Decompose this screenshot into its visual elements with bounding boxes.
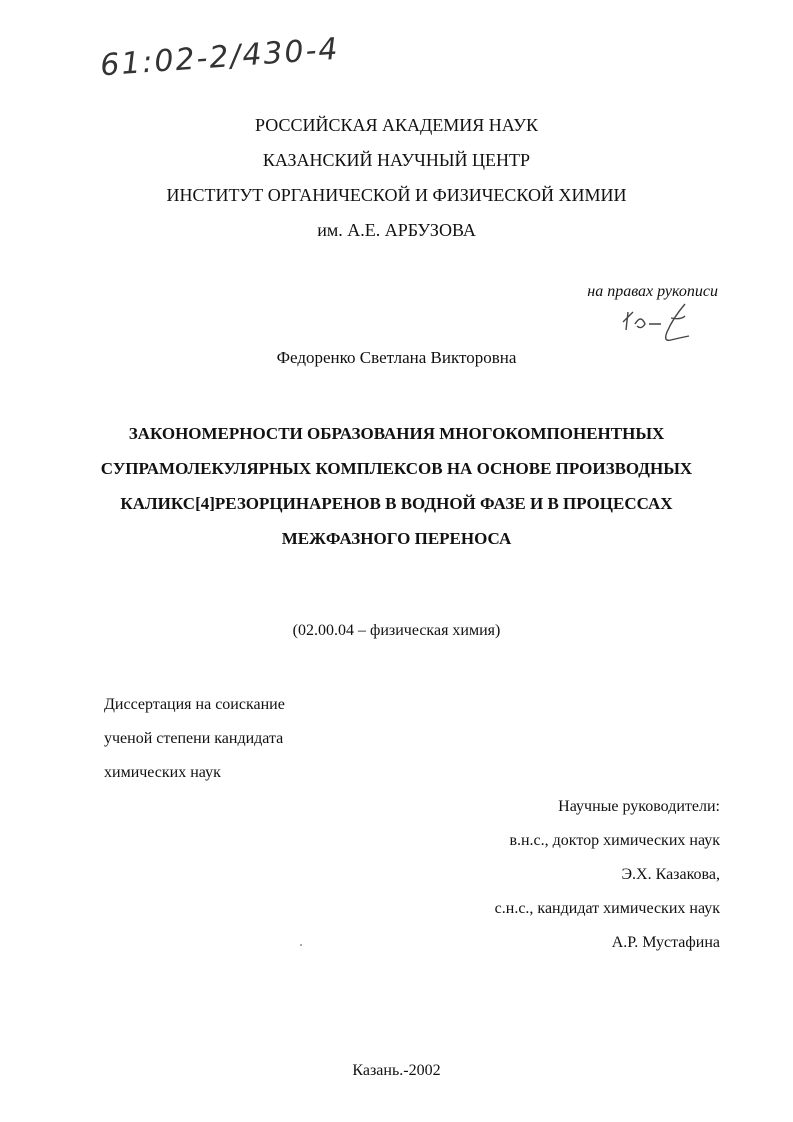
dissertation-line: ученой степени кандидата [104,730,284,747]
institution-line: им. А.Е. АРБУЗОВА [317,220,476,240]
supervisor-name: А.Р. Мустафина [611,934,720,951]
title-line: СУПРАМОЛЕКУЛЯРНЫХ КОМПЛЕКСОВ НА ОСНОВЕ ПРОИЗВОДНЫХ [100,459,693,478]
supervisor-degree: с.н.с., кандидат химических наук [494,900,720,917]
institution-block [0,108,793,248]
dissertation-line: Диссертация на соискание [104,696,285,713]
supervisor-degree: в.н.с., доктор химических наук [509,832,720,849]
author-name: Федоренко Светлана Викторовна [276,348,517,367]
institution-line: КАЗАНСКИЙ НАУЧНЫЙ ЦЕНТР [262,150,531,170]
signature-scribble [615,300,705,350]
title-line: ЗАКОНОМЕРНОСТИ ОБРАЗОВАНИЯ МНОГОКОМПОНЕНТНЫХ [128,424,665,443]
supervisors-heading: Научные руководители: [558,798,720,815]
city-year: Казань.-2002 [352,1062,441,1079]
specialty-code: (02.00.04 – физическая химия) [292,622,501,639]
thesis-title [0,416,793,556]
supervisor-name: Э.Х. Казакова, [621,866,720,883]
supervisors-block [495,790,720,960]
title-line: МЕЖФАЗНОГО ПЕРЕНОСА [281,529,512,548]
scan-speck [300,944,302,946]
archive-mark: 61:02-2/430-4 [99,31,341,84]
institution-line: РОССИЙСКАЯ АКАДЕМИЯ НАУК [255,115,538,135]
institution-line: ИНСТИТУТ ОРГАНИЧЕСКОЙ И ФИЗИЧЕСКОЙ ХИМИИ [166,185,627,205]
dissertation-line: химических наук [104,764,221,781]
manuscript-note: на правах рукописи [587,283,718,300]
dissertation-info [104,688,285,790]
title-line: КАЛИКС[4]РЕЗОРЦИНАРЕНОВ В ВОДНОЙ ФАЗЕ И В ПРОЦЕССАХ [120,494,673,513]
